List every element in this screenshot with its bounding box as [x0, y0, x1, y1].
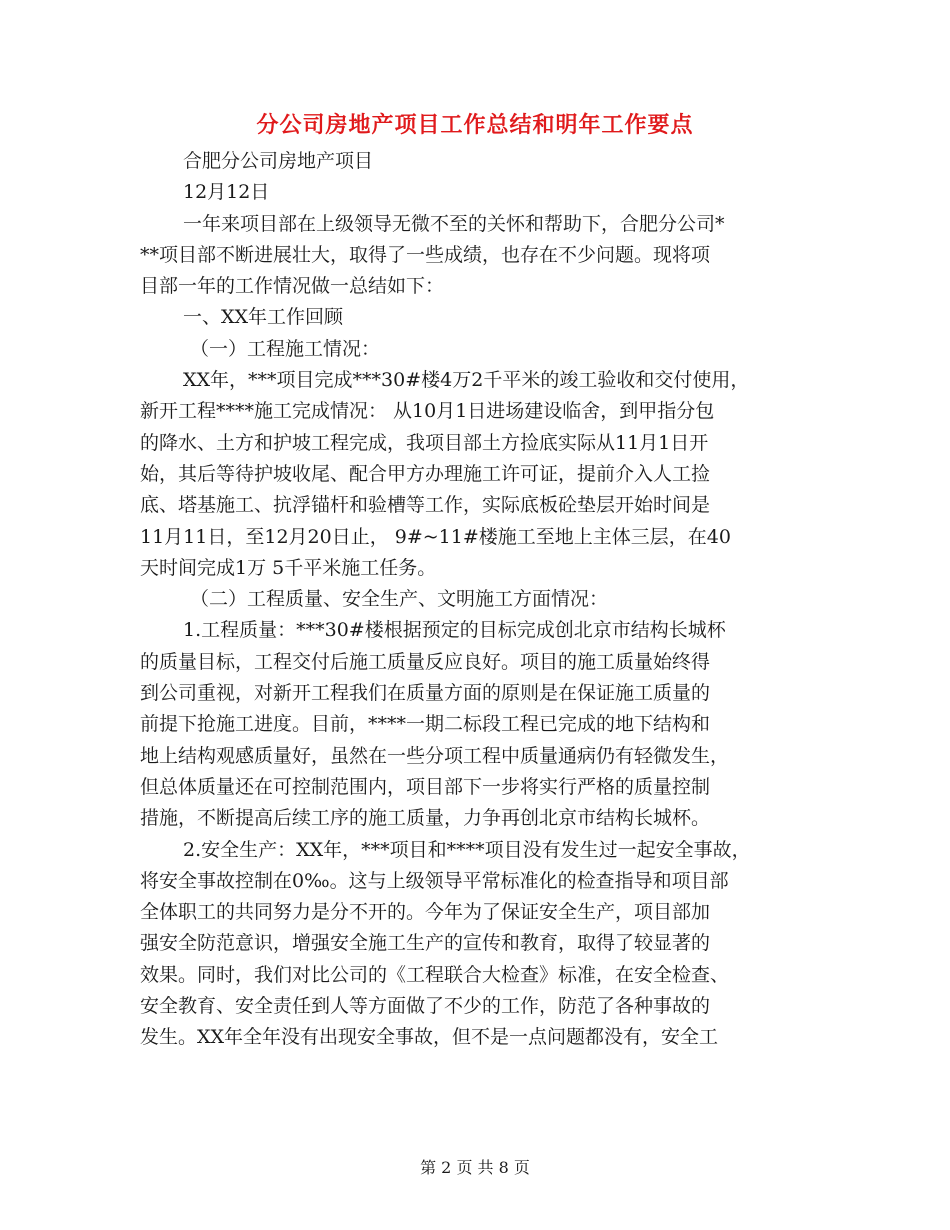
- paragraph-line: 的质量目标，工程交付后施工质量反应良好。项目的施工质量始终得: [140, 650, 711, 673]
- page-number-footer: 第 2 页 共 8 页: [420, 1158, 530, 1177]
- paragraph-line: 地上结构观感质量好，虽然在一些分项工程中质量通病仍有轻微发生，: [140, 744, 730, 767]
- paragraph-line: 新开工程****施工完成情况： 从10月1日进场建设临舍，到甲指分包: [140, 400, 715, 423]
- paragraph-line: 安全教育、安全责任到人等方面做了不少的工作，防范了各种事故的: [140, 995, 711, 1018]
- paragraph-line: 一年来项目部在上级领导无微不至的关怀和帮助下，合肥分公司*: [183, 212, 725, 235]
- paragraph-line: 全体职工的共同努力是分不开的。今年为了保证安全生产，项目部加: [140, 901, 711, 924]
- paragraph-line: **项目部不断进展壮大，取得了一些成绩，也存在不少问题。现将项: [140, 243, 711, 266]
- paragraph-line: 天时间完成1万 5千平米施工任务。: [140, 556, 437, 579]
- paragraph-line: 2.安全生产：XX年，***项目和****项目没有发生过一起安全事故，: [183, 838, 751, 861]
- section-heading: 一、XX年工作回顾: [183, 306, 344, 329]
- paragraph-line: 将安全事故控制在0‰。这与上级领导平常标准化的检查指导和项目部: [140, 869, 729, 892]
- date-line: 12月12日: [183, 181, 270, 204]
- paragraph-line: 的降水、土方和护坡工程完成，我项目部土方捡底实际从11月1日开: [140, 431, 709, 454]
- paragraph-line: 始，其后等待护坡收尾、配合甲方办理施工许可证，提前介入人工捡: [140, 462, 711, 485]
- paragraph-line: 强安全防范意识，增强安全施工生产的宣传和教育，取得了较显著的: [140, 932, 711, 955]
- paragraph-line: XX年，***项目完成***30#楼4万2千平米的竣工验收和交付使用，: [183, 369, 750, 392]
- paragraph-line: 措施，不断提高后续工序的施工质量，力争再创北京市结构长城杯。: [140, 807, 711, 830]
- paragraph-line: 发生。XX年全年没有出现安全事故，但不是一点问题都没有，安全工: [140, 1026, 719, 1049]
- paragraph-line: 1.工程质量：***30#楼根据预定的目标完成创北京市结构长城杯: [183, 619, 726, 642]
- document-title: 分公司房地产项目工作总结和明年工作要点: [256, 112, 694, 138]
- paragraph-line: 目部一年的工作情况做一总结如下：: [140, 275, 445, 298]
- subsection-heading: （一）工程施工情况：: [190, 337, 381, 360]
- document-body: [140, 146, 830, 1054]
- paragraph-line: 效果。同时，我们对比公司的《工程联合大检查》标准，在安全检查、: [140, 963, 730, 986]
- subsection-heading: （二）工程质量、安全生产、文明施工方面情况：: [190, 588, 609, 611]
- paragraph-line: 但总体质量还在可控制范围内，项目部下一步将实行严格的质量控制: [140, 775, 711, 798]
- paragraph-line: 11月11日，至12月20日止， 9#~11#楼施工至地上主体三层，在40: [140, 525, 731, 548]
- author-line: 合肥分公司房地产项目: [183, 150, 374, 172]
- paragraph-line: 到公司重视，对新开工程我们在质量方面的原则是在保证施工质量的: [140, 682, 711, 705]
- paragraph-line: 底、塔基施工、抗浮锚杆和验槽等工作，实际底板砼垫层开始时间是: [140, 494, 711, 517]
- paragraph-line: 前提下抢施工进度。目前，****一期二标段工程已完成的地下结构和: [140, 713, 711, 736]
